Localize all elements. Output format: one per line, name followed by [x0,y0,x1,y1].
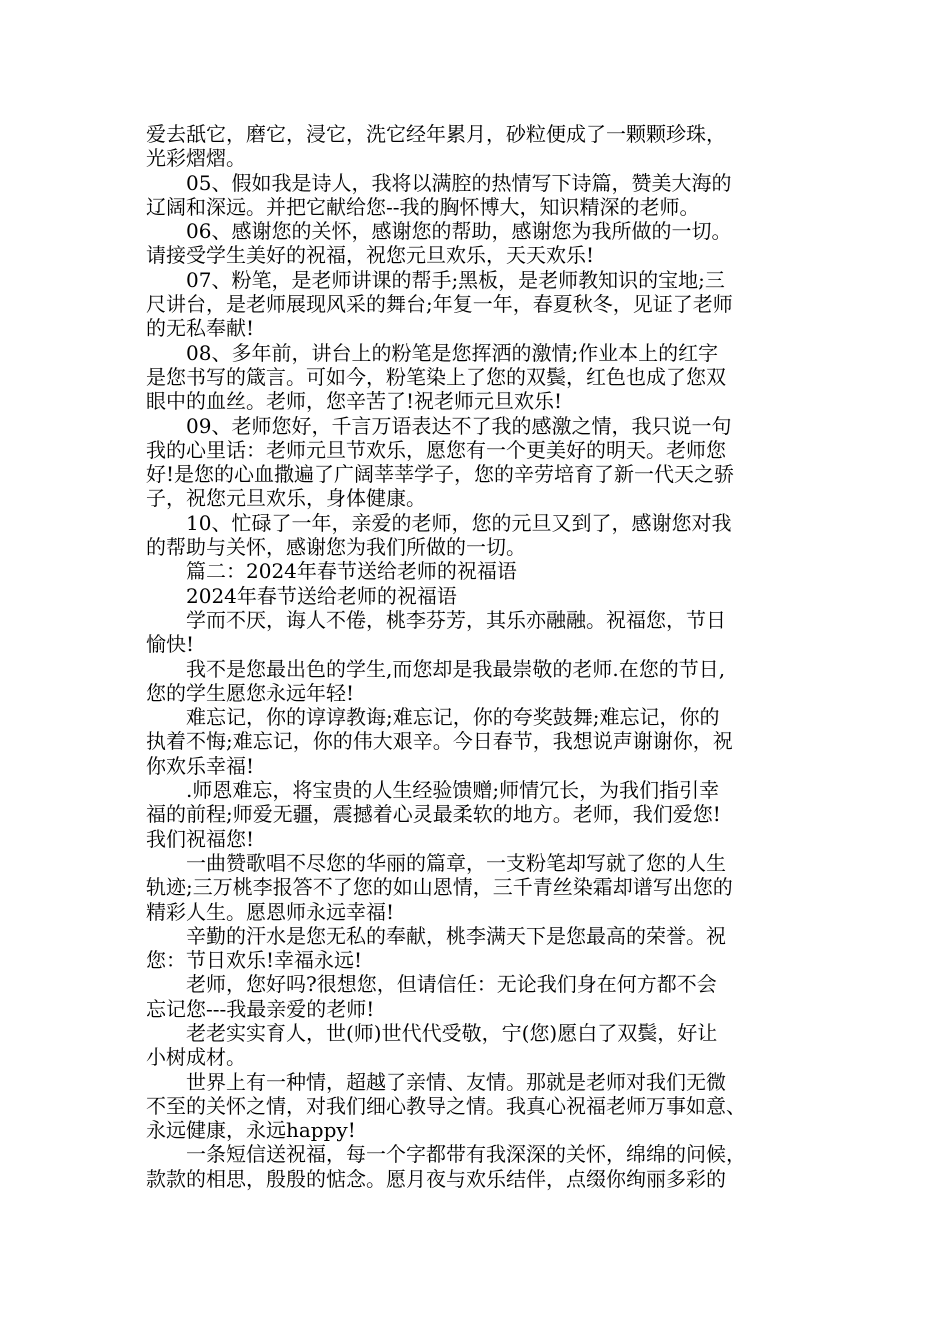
text-line: 一曲赞歌唱不尽您的华丽的篇章，一支粉笔却写就了您的人生 [186,850,726,875]
paragraph [146,584,812,608]
text-line: 老老实实育人，世(师)世代代受敬，宁(您)愿白了双鬓，好让 [186,1020,718,1045]
text-line: 尺讲台，是老师展现风采的舞台;年复一年，春夏秋冬，见证了老师 [146,292,733,317]
text-line: 您：节日欢乐!幸福永远! [146,948,363,973]
paragraph [146,559,812,583]
paragraph [146,778,812,851]
text-line: 老师，您好吗?很想您，但请信任：无论我们身在何方都不会 [186,972,717,997]
text-line: 你欢乐幸福! [146,753,255,778]
paragraph [146,851,812,924]
text-line: 我不是您最出色的学生,而您却是我最崇敬的老师.在您的节日, [186,656,726,681]
text-line: 请接受学生美好的祝福，祝您元旦欢乐，天天欢乐! [146,243,595,268]
text-line: 我们祝福您! [146,826,255,851]
paragraph [146,972,812,1021]
paragraph [146,122,812,171]
text-line: 是您书写的箴言。可如今，粉笔染上了您的双鬓，红色也成了您双 [146,364,726,389]
text-line: 08、多年前，讲台上的粉笔是您挥洒的激情;作业本上的红字 [186,340,719,365]
paragraph [146,705,812,778]
paragraph [146,341,812,414]
paragraph [146,511,812,560]
text-line: 忘记您---我最亲爱的老师! [146,996,375,1021]
text-line: 眼中的血丝。老师，您辛苦了!祝老师元旦欢乐! [146,389,563,414]
text-line: 我的心里话：老师元旦节欢乐，愿您有一个更美好的明天。老师您 [146,437,726,462]
text-line: 07、粉笔，是老师讲课的帮手;黑板，是老师教知识的宝地;三 [186,267,725,292]
text-line: 您的学生愿您永远年轻! [146,680,355,705]
text-line: 辛勤的汗水是您无私的奉献，桃李满天下是您最高的荣誉。祝 [186,923,726,948]
document-body [146,122,812,1191]
text-line: 精彩人生。愿恩师永远幸福! [146,899,395,924]
text-line: 轨迹;三万桃李报答不了您的如山恩情，三千青丝染霜却谱写出您的 [146,875,733,900]
paragraph [146,219,812,268]
paragraph [146,414,812,511]
text-line: 爱去舐它，磨它，浸它，洗它经年累月，砂粒便成了一颗颗珍珠， [146,122,726,146]
text-line: 执着不悔;难忘记，你的伟大艰辛。今日春节，我想说声谢谢你，祝 [146,729,733,754]
text-line: 05、假如我是诗人，我将以满腔的热情写下诗篇，赞美大海的 [186,170,732,195]
text-line: 福的前程;师爱无疆，震撼着心灵最柔软的地方。老师，我们爱您! [146,802,721,827]
text-line: 光彩熠熠。 [146,146,246,171]
text-line: 永远健康，永远happy! [146,1118,356,1143]
text-line: 小树成材。 [146,1045,246,1070]
text-line: 款款的相思，殷殷的惦念。愿月夜与欢乐结伴，点缀你绚丽多彩的 [146,1166,726,1191]
text-line: .师恩难忘，将宝贵的人生经验馈赠;师情冗长，为我们指引幸 [186,778,720,803]
paragraph [146,268,812,341]
text-line: 的无私奉献! [146,316,255,341]
text-line: 一条短信送祝福，每一个字都带有我深深的关怀，绵绵的问候， [186,1142,746,1167]
text-line: 10、忙碌了一年，亲爱的老师，您的元旦又到了，感谢您对我 [186,510,732,535]
paragraph [146,1142,812,1191]
text-line: 06、感谢您的关怀，感谢您的帮助，感谢您为我所做的一切。 [186,219,732,244]
paragraph [146,171,812,220]
text-line: 09、老师您好，千言万语表达不了我的感激之情，我只说一句 [186,413,732,438]
text-line: 篇二：2024年春节送给老师的祝福语 [186,559,517,584]
text-line: 难忘记，你的谆谆教诲;难忘记，你的夸奖鼓舞;难忘记，你的 [186,705,720,730]
paragraph [146,924,812,973]
text-line: 子，祝您元旦欢乐，身体健康。 [146,486,426,511]
paragraph [146,657,812,706]
paragraph [146,1021,812,1070]
text-line: 的帮助与关怀，感谢您为我们所做的一切。 [146,535,526,560]
paragraph [146,608,812,657]
text-line: 不至的关怀之情，对我们细心教导之情。我真心祝福老师万事如意、 [146,1093,746,1118]
text-line: 世界上有一种情，超越了亲情、友情。那就是老师对我们无微 [186,1069,726,1094]
text-line: 2024年春节送给老师的祝福语 [186,583,457,608]
text-line: 学而不厌，诲人不倦，桃李芬芳，其乐亦融融。祝福您，节日 [186,607,726,632]
text-line: 好!是您的心血撒遍了广阔莘莘学子，您的辛劳培育了新一代天之骄 [146,462,735,487]
text-line: 辽阔和深远。并把它献给您--我的胸怀博大，知识精深的老师。 [146,194,700,219]
paragraph [146,1070,812,1143]
text-line: 愉快! [146,632,195,657]
